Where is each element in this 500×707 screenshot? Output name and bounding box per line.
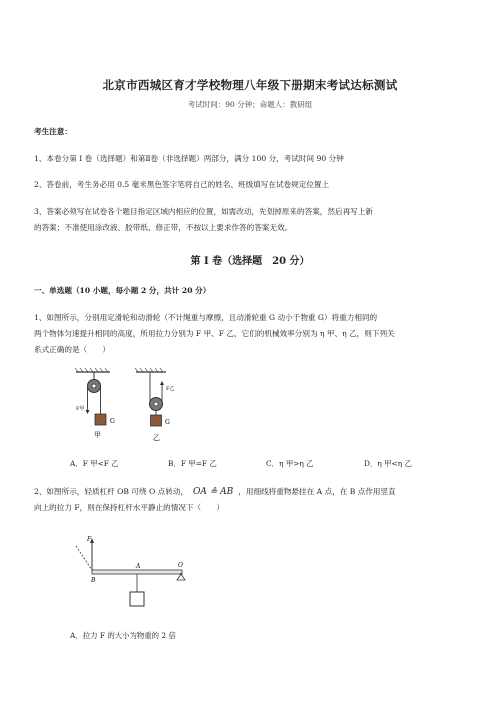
q2-text-after: ，用细线将重物悬挂在 A 点，在 B 点作用竖直: [238, 487, 396, 496]
notice-item-1: 1、本卷分第 I 卷（选择题）和第Ⅱ卷（非选择题）两部分，满分 100 分，考试时间 90 分钟: [34, 154, 344, 163]
part1-heading: 一、单选题（10 小题，每小题 2 分，共计 20 分）: [34, 286, 211, 295]
weight-block-left: [95, 414, 106, 425]
q2-line-2: 向上的拉力 F，则在保持杠杆水平静止的情况下（ ）: [34, 503, 224, 512]
hanging-weight: [130, 592, 144, 606]
q1-weight-left: G: [110, 418, 115, 425]
q2-label-o: O: [178, 562, 183, 569]
q2-option-a[interactable]: A．拉力 F 的大小为物重的 2 倍: [70, 631, 176, 640]
lever-bar: [92, 570, 182, 574]
q1-force-right: F乙: [166, 386, 175, 392]
q1-pulley-figure: [70, 368, 190, 448]
page-title: 北京市西城区育才学校物理八年级下册期末考试达标测试: [102, 78, 398, 92]
q1-option-c[interactable]: C．η 甲>η 乙: [266, 459, 314, 468]
q1-label-left: 甲: [94, 431, 101, 439]
weight-block-right: [151, 415, 162, 426]
q1-option-b[interactable]: B．F 甲=F 乙: [168, 459, 217, 468]
q1-label-right: 乙: [153, 434, 160, 442]
q2-label-b: B: [91, 577, 96, 584]
q1-force-left: F甲: [76, 406, 85, 412]
q2-label-f: F: [87, 536, 92, 543]
q2-lever-figure: [70, 530, 200, 615]
q1-line-2: 两个物体匀速提升相同的高度，所用拉力分别为 F 甲、F 乙，它们的机械效率分别为 η 甲、η 乙，则下列关: [34, 329, 395, 338]
q2-text-before: 2、如图所示，轻质杠杆 OB 可绕 O 点转动，: [34, 487, 189, 496]
q2-line-1: [34, 484, 396, 500]
notice-item-3: 3、答案必须写在试卷各个题目指定区域内相应的位置，如需改动，先划掉原来的答案，然后再写上新: [34, 207, 373, 216]
notice-item-2: 2、答卷前，考生务必用 0.5 毫米黑色签字笔将自己的姓名、班级填写在试卷规定位置上: [34, 180, 330, 189]
q1-option-a[interactable]: A．F 甲<F 乙: [70, 459, 119, 468]
notice-heading: 考生注意：: [34, 127, 72, 136]
exam-info: 考试时间：90 分钟；命题人：教研组: [187, 100, 313, 109]
notice-item-3-cont: 的答案；不准使用涂改液、胶带纸、修正带，不按以上要求作答的答案无效。: [34, 223, 293, 232]
q1-option-d[interactable]: D．η 甲<η 乙: [364, 459, 412, 468]
q1-line-1: 1、如图所示，分别用定滑轮和动滑轮（不计绳重与摩擦，且动滑轮重 G 动小于物重 G）将重力相同的: [34, 313, 378, 322]
q2-formula: OA ≗ AB: [193, 487, 234, 497]
q1-weight-right: G: [165, 419, 170, 426]
q1-line-3: 系式正确的是（ ）: [34, 345, 110, 354]
q2-label-a: A: [136, 563, 141, 570]
section-title: 第 I 卷（选择题 20 分）: [190, 256, 310, 267]
